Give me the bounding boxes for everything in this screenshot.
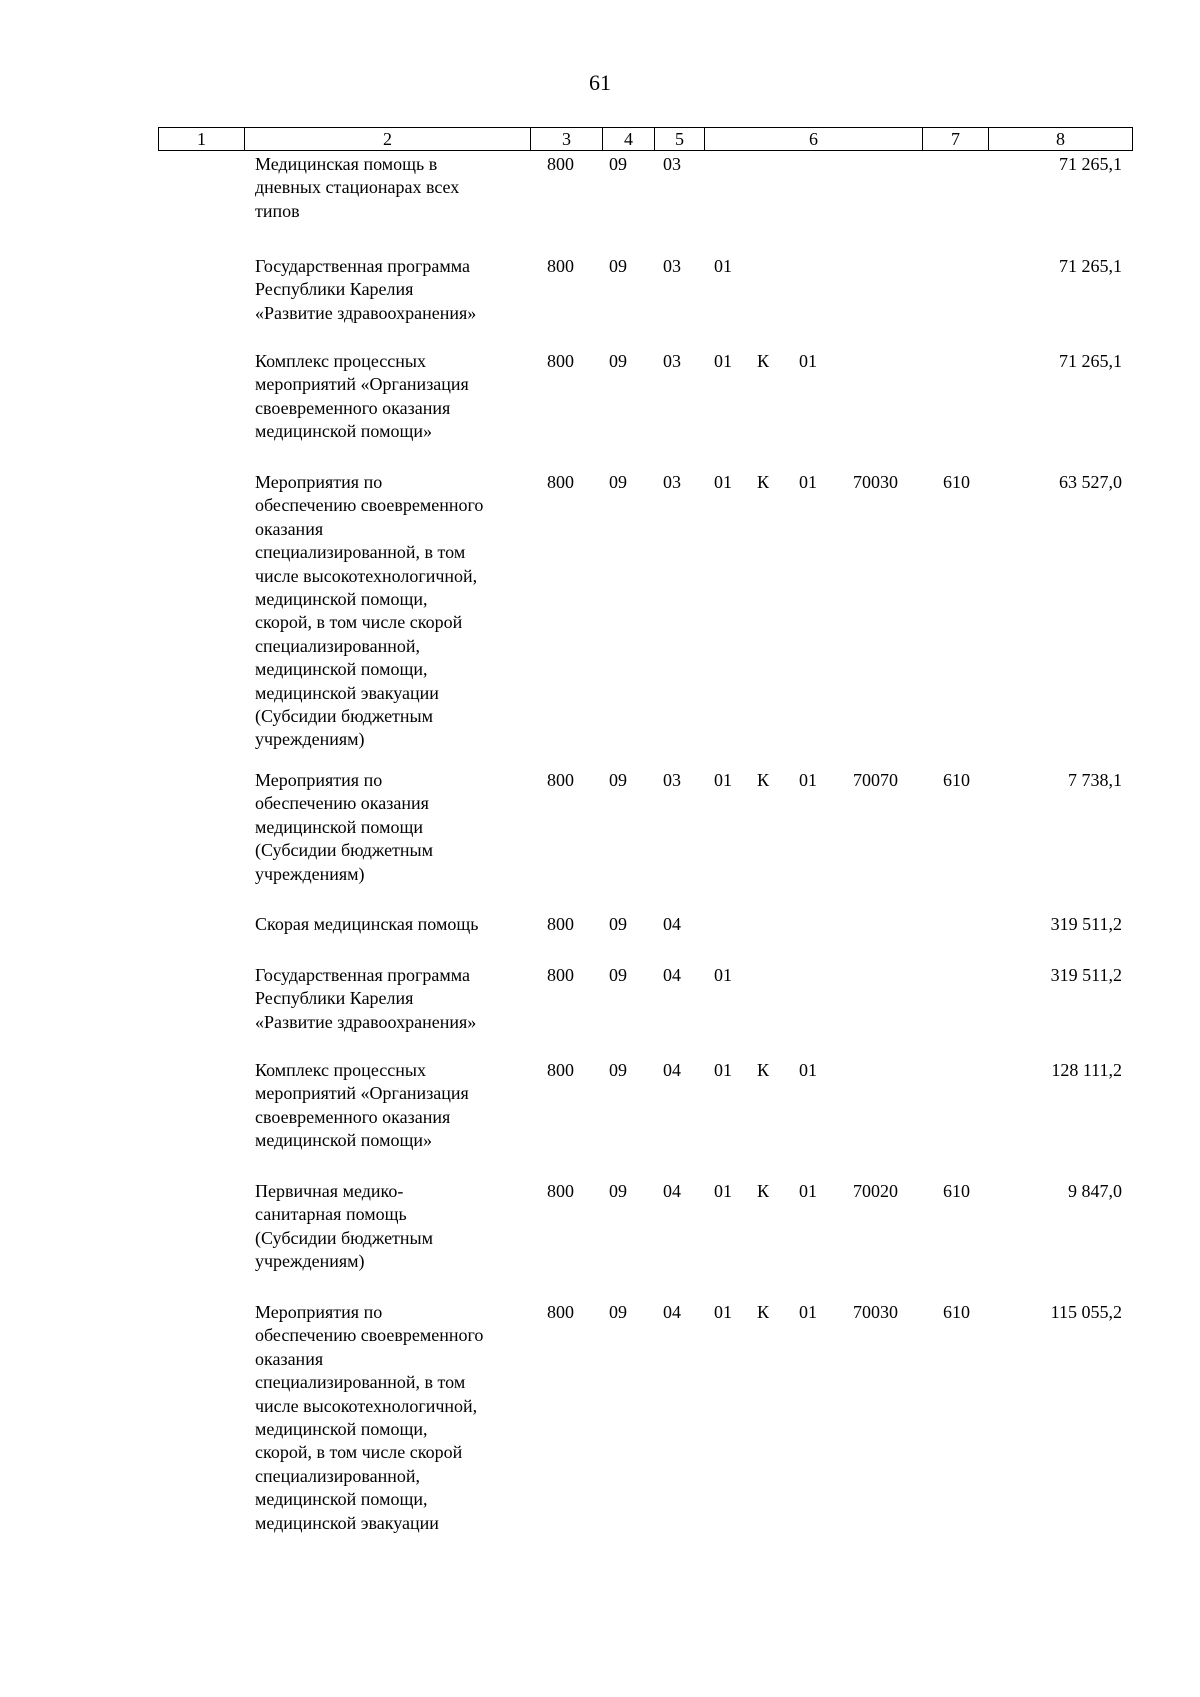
row-name-line: скорой, в том числе скорой bbox=[255, 612, 463, 633]
row-c8-value: 9 847,0 bbox=[1068, 1181, 1122, 1201]
row-name-line: своевременного оказания bbox=[255, 397, 451, 418]
row-name bbox=[255, 471, 525, 752]
row-name-line: своевременного оказания bbox=[255, 1106, 451, 1127]
row-name bbox=[255, 1180, 525, 1274]
row-name-line: Мероприятия по bbox=[255, 770, 383, 790]
row-c4-value: 09 bbox=[609, 1181, 627, 1201]
row-c6a-value: 01 bbox=[714, 351, 732, 371]
row-name-line: Государственная программа bbox=[255, 256, 470, 276]
row-c6b-value: К bbox=[757, 770, 770, 790]
row-c6a-value: 01 bbox=[714, 965, 732, 985]
row-c6d-value: 70070 bbox=[853, 770, 898, 790]
row-c8-value: 7 738,1 bbox=[1068, 770, 1122, 790]
row-name bbox=[255, 350, 525, 444]
page-number: 61 bbox=[589, 70, 611, 95]
row-name bbox=[255, 153, 525, 223]
row-name-line: медицинской помощи, bbox=[255, 659, 428, 680]
row-name-line: «Развитие здравоохранения» bbox=[255, 1011, 477, 1032]
row-name-line: Комплекс процессных bbox=[255, 1060, 426, 1080]
row-c3-value: 800 bbox=[547, 770, 574, 790]
row-c5-value: 04 bbox=[663, 1181, 681, 1201]
row-name-line: Мероприятия по bbox=[255, 1302, 383, 1322]
row-c6c-value: 01 bbox=[799, 1302, 817, 1322]
row-c6a-value: 01 bbox=[714, 256, 732, 276]
row-name-line: Мероприятия по bbox=[255, 472, 383, 492]
row-c4-value: 09 bbox=[609, 1302, 627, 1322]
row-name-line: Скорая медицинская помощь bbox=[255, 914, 479, 934]
row-c3-value: 800 bbox=[547, 154, 574, 174]
row-name-line: оказания bbox=[255, 518, 324, 539]
row-name-line: медицинской помощи, bbox=[255, 589, 428, 610]
row-c4-value: 09 bbox=[609, 1060, 627, 1080]
row-name-line: (Субсидии бюджетным bbox=[255, 840, 434, 861]
row-c6c-value: 01 bbox=[799, 1181, 817, 1201]
row-c6d-value: 70030 bbox=[853, 1302, 898, 1322]
row-c8-value: 71 265,1 bbox=[1059, 256, 1122, 276]
row-name-line: специализированной, bbox=[255, 1465, 421, 1486]
row-name-line: обеспечению своевременного bbox=[255, 495, 484, 516]
row-name-line: Комплекс процессных bbox=[255, 351, 426, 371]
row-c5-value: 04 bbox=[663, 914, 681, 934]
row-c7-value: 610 bbox=[943, 1302, 970, 1322]
row-name-line: медицинской помощи, bbox=[255, 1489, 428, 1510]
row-name-line: специализированной, bbox=[255, 635, 421, 656]
row-c5-value: 04 bbox=[663, 965, 681, 985]
row-c5-value: 03 bbox=[663, 256, 681, 276]
header-col-1: 1 bbox=[159, 128, 245, 151]
header-col-5: 5 bbox=[655, 128, 705, 151]
row-name-line: учреждениям) bbox=[255, 729, 365, 750]
row-c5-value: 03 bbox=[663, 154, 681, 174]
row-c6d-value: 70020 bbox=[853, 1181, 898, 1201]
row-c4-value: 09 bbox=[609, 154, 627, 174]
header-col-3: 3 bbox=[531, 128, 603, 151]
row-c6c-value: 01 bbox=[799, 351, 817, 371]
row-c8-value: 128 111,2 bbox=[1051, 1060, 1122, 1080]
row-c6a-value: 01 bbox=[714, 472, 732, 492]
row-c4-value: 09 bbox=[609, 914, 627, 934]
header-col-8: 8 bbox=[989, 128, 1133, 151]
row-c5-value: 04 bbox=[663, 1302, 681, 1322]
row-c5-value: 03 bbox=[663, 351, 681, 371]
header-col-4: 4 bbox=[603, 128, 655, 151]
row-c6c-value: 01 bbox=[799, 472, 817, 492]
row-c6b-value: К bbox=[757, 472, 770, 492]
row-c6a-value: 01 bbox=[714, 770, 732, 790]
row-name-line: числе высокотехнологичной, bbox=[255, 1395, 478, 1416]
row-name-line: оказания bbox=[255, 1348, 324, 1369]
row-name-line: типов bbox=[255, 200, 300, 221]
row-name-line: учреждениям) bbox=[255, 1251, 365, 1272]
header-row bbox=[159, 128, 1133, 151]
row-c6c-value: 01 bbox=[799, 1060, 817, 1080]
row-c4-value: 09 bbox=[609, 256, 627, 276]
row-c5-value: 03 bbox=[663, 472, 681, 492]
row-c6d-value: 70030 bbox=[853, 472, 898, 492]
row-c4-value: 09 bbox=[609, 351, 627, 371]
row-name-line: учреждениям) bbox=[255, 863, 365, 884]
row-c8-value: 319 511,2 bbox=[1050, 965, 1122, 985]
row-name-line: специализированной, в том bbox=[255, 542, 466, 563]
row-name-line: медицинской помощи» bbox=[255, 421, 432, 442]
row-c6b-value: К bbox=[757, 351, 770, 371]
row-c8-value: 71 265,1 bbox=[1059, 154, 1122, 174]
row-name bbox=[255, 255, 525, 325]
row-c5-value: 03 bbox=[663, 770, 681, 790]
row-name-line: медицинской помощи» bbox=[255, 1130, 432, 1151]
row-c8-value: 115 055,2 bbox=[1050, 1302, 1122, 1322]
row-c8-value: 319 511,2 bbox=[1050, 914, 1122, 934]
row-name-line: медицинской эвакуации bbox=[255, 682, 439, 703]
row-c7-value: 610 bbox=[943, 770, 970, 790]
row-c3-value: 800 bbox=[547, 1060, 574, 1080]
row-c3-value: 800 bbox=[547, 472, 574, 492]
row-name bbox=[255, 913, 525, 936]
row-name-line: медицинской эвакуации bbox=[255, 1512, 439, 1533]
row-c3-value: 800 bbox=[547, 965, 574, 985]
row-c3-value: 800 bbox=[547, 1302, 574, 1322]
row-name-line: (Субсидии бюджетным bbox=[255, 706, 434, 727]
row-c4-value: 09 bbox=[609, 965, 627, 985]
row-name-line: числе высокотехнологичной, bbox=[255, 565, 478, 586]
row-c6b-value: К bbox=[757, 1181, 770, 1201]
row-name-line: медицинской помощи bbox=[255, 816, 423, 837]
row-name-line: (Субсидии бюджетным bbox=[255, 1227, 434, 1248]
row-name-line: «Развитие здравоохранения» bbox=[255, 302, 477, 323]
row-name-line: Первичная медико- bbox=[255, 1181, 404, 1201]
row-name-line: Медицинская помощь в bbox=[255, 154, 438, 174]
row-name-line: мероприятий «Организация bbox=[255, 374, 469, 395]
row-c4-value: 09 bbox=[609, 472, 627, 492]
row-c3-value: 800 bbox=[547, 351, 574, 371]
row-c6a-value: 01 bbox=[714, 1060, 732, 1080]
row-c7-value: 610 bbox=[943, 1181, 970, 1201]
row-c6b-value: К bbox=[757, 1060, 770, 1080]
row-name bbox=[255, 1301, 525, 1535]
row-c3-value: 800 bbox=[547, 256, 574, 276]
row-name-line: специализированной, в том bbox=[255, 1372, 466, 1393]
row-name-line: дневных стационарах всех bbox=[255, 177, 460, 198]
row-name bbox=[255, 1059, 525, 1153]
row-c5-value: 04 bbox=[663, 1060, 681, 1080]
row-c7-value: 610 bbox=[943, 472, 970, 492]
row-name-line: Государственная программа bbox=[255, 965, 470, 985]
row-name-line: медицинской помощи, bbox=[255, 1419, 428, 1440]
row-name-line: обеспечению оказания bbox=[255, 793, 429, 814]
row-c8-value: 71 265,1 bbox=[1059, 351, 1122, 371]
row-name-line: обеспечению своевременного bbox=[255, 1325, 484, 1346]
row-c6a-value: 01 bbox=[714, 1302, 732, 1322]
row-name-line: Республики Карелия bbox=[255, 988, 414, 1009]
row-name bbox=[255, 769, 525, 886]
row-c8-value: 63 527,0 bbox=[1059, 472, 1122, 492]
row-c6b-value: К bbox=[757, 1302, 770, 1322]
table-header bbox=[158, 127, 1133, 151]
row-c4-value: 09 bbox=[609, 770, 627, 790]
row-name-line: санитарная помощь bbox=[255, 1204, 407, 1225]
row-c3-value: 800 bbox=[547, 1181, 574, 1201]
row-name-line: мероприятий «Организация bbox=[255, 1083, 469, 1104]
row-c6c-value: 01 bbox=[799, 770, 817, 790]
header-col-6: 6 bbox=[705, 128, 923, 151]
header-col-7: 7 bbox=[923, 128, 989, 151]
row-name-line: Республики Карелия bbox=[255, 279, 414, 300]
header-col-2: 2 bbox=[245, 128, 531, 151]
row-name bbox=[255, 964, 525, 1034]
row-name-line: скорой, в том числе скорой bbox=[255, 1442, 463, 1463]
row-c6a-value: 01 bbox=[714, 1181, 732, 1201]
row-c3-value: 800 bbox=[547, 914, 574, 934]
